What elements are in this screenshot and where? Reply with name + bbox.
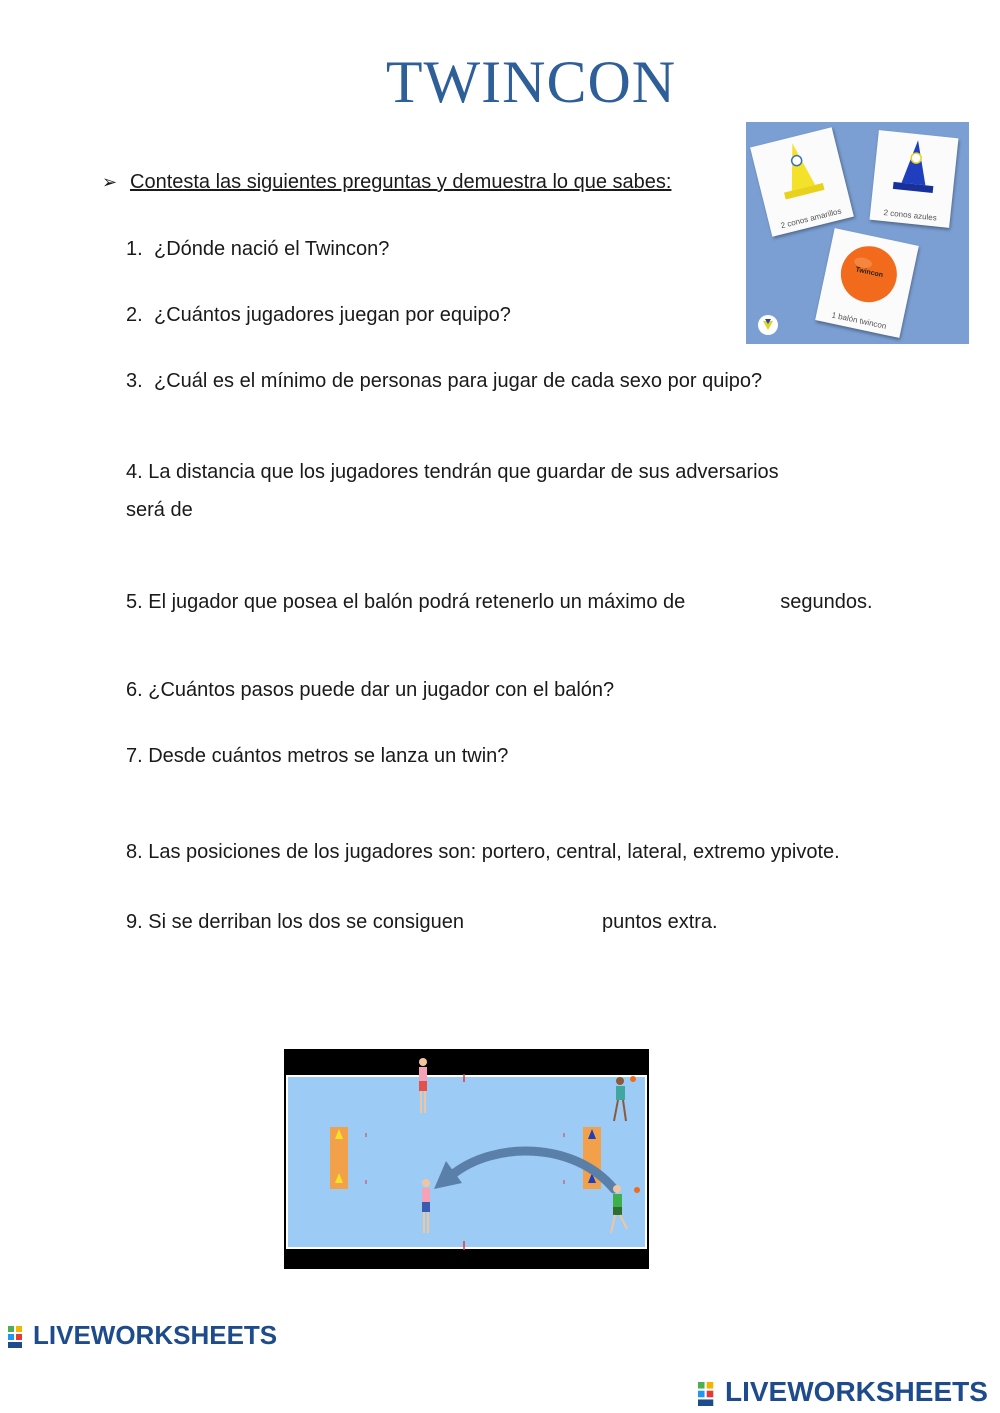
card-ball — [815, 228, 919, 338]
question-9 — [126, 906, 718, 934]
question-number: 2. — [126, 304, 143, 326]
yellow-cone-icon — [750, 127, 848, 215]
question-number: 3. — [126, 370, 143, 392]
card-caption: 2 conos amarillos — [779, 206, 843, 231]
liveworksheets-logo-icon — [8, 1326, 30, 1348]
card-blue-cones — [870, 130, 959, 228]
question-4-line-1: 4. La distancia que los jugadores tendrán que guardar de sus adversarios — [126, 461, 779, 483]
brand-logo-right — [698, 1376, 988, 1408]
liveworksheets-logo-icon — [698, 1382, 722, 1406]
question-4-line-2 — [126, 494, 378, 522]
card-caption: 1 balón twincon — [830, 310, 888, 331]
instruction — [102, 171, 671, 194]
ball-label: Twincon — [854, 266, 884, 280]
instruction-text: Contesta las siguientes preguntas y demuestra lo que sabes: — [130, 171, 672, 193]
twincon-court-illustration — [284, 1049, 649, 1269]
arrow-bullet-icon: ➢ — [102, 172, 118, 192]
question-number: 1. — [126, 238, 143, 260]
brand-logo-left — [8, 1320, 277, 1351]
worksheet-title: TWINCON — [385, 49, 677, 115]
equipment-photo — [746, 122, 969, 344]
answer-blank-4[interactable] — [198, 494, 378, 516]
question-2 — [126, 304, 511, 327]
question-text: 5. El jugador que posea el balón podrá retenerlo un máximo de — [126, 591, 686, 613]
question-8: 8. Las posiciones de los jugadores son: portero, central, lateral, extremo ypivote. — [126, 841, 840, 863]
brand-text: LIVEWORKSHEETS — [33, 1320, 278, 1350]
question-text-end: puntos extra. — [601, 911, 718, 933]
question-text-end: segundos. — [780, 591, 873, 613]
question-text: 9. Si se derriban los dos se consiguen — [126, 911, 464, 933]
question-6: 6. ¿Cuántos pasos puede dar un jugador con el balón? — [126, 679, 615, 701]
blue-cone-icon — [872, 130, 959, 206]
card-yellow-cones — [750, 127, 854, 237]
brand-text: LIVEWORKSHEETS — [725, 1376, 988, 1407]
card-caption: 2 conos azules — [883, 208, 938, 223]
question-1 — [126, 238, 389, 261]
question-7: 7. Desde cuántos metros se lanza un twin? — [126, 745, 509, 767]
question-text: ¿Cuántos jugadores juegan por equipo? — [154, 304, 511, 326]
question-3 — [126, 370, 762, 393]
question-5 — [126, 586, 873, 614]
answer-blank-9[interactable] — [464, 906, 602, 928]
question-text: ¿Cuál es el mínimo de personas para jugar de cada sexo por quipo? — [154, 370, 763, 392]
answer-blank-5[interactable] — [685, 586, 780, 608]
question-text: ¿Dónde nació el Twincon? — [154, 238, 390, 260]
field-diagram — [284, 1049, 649, 1269]
question-text: será de — [126, 499, 193, 521]
